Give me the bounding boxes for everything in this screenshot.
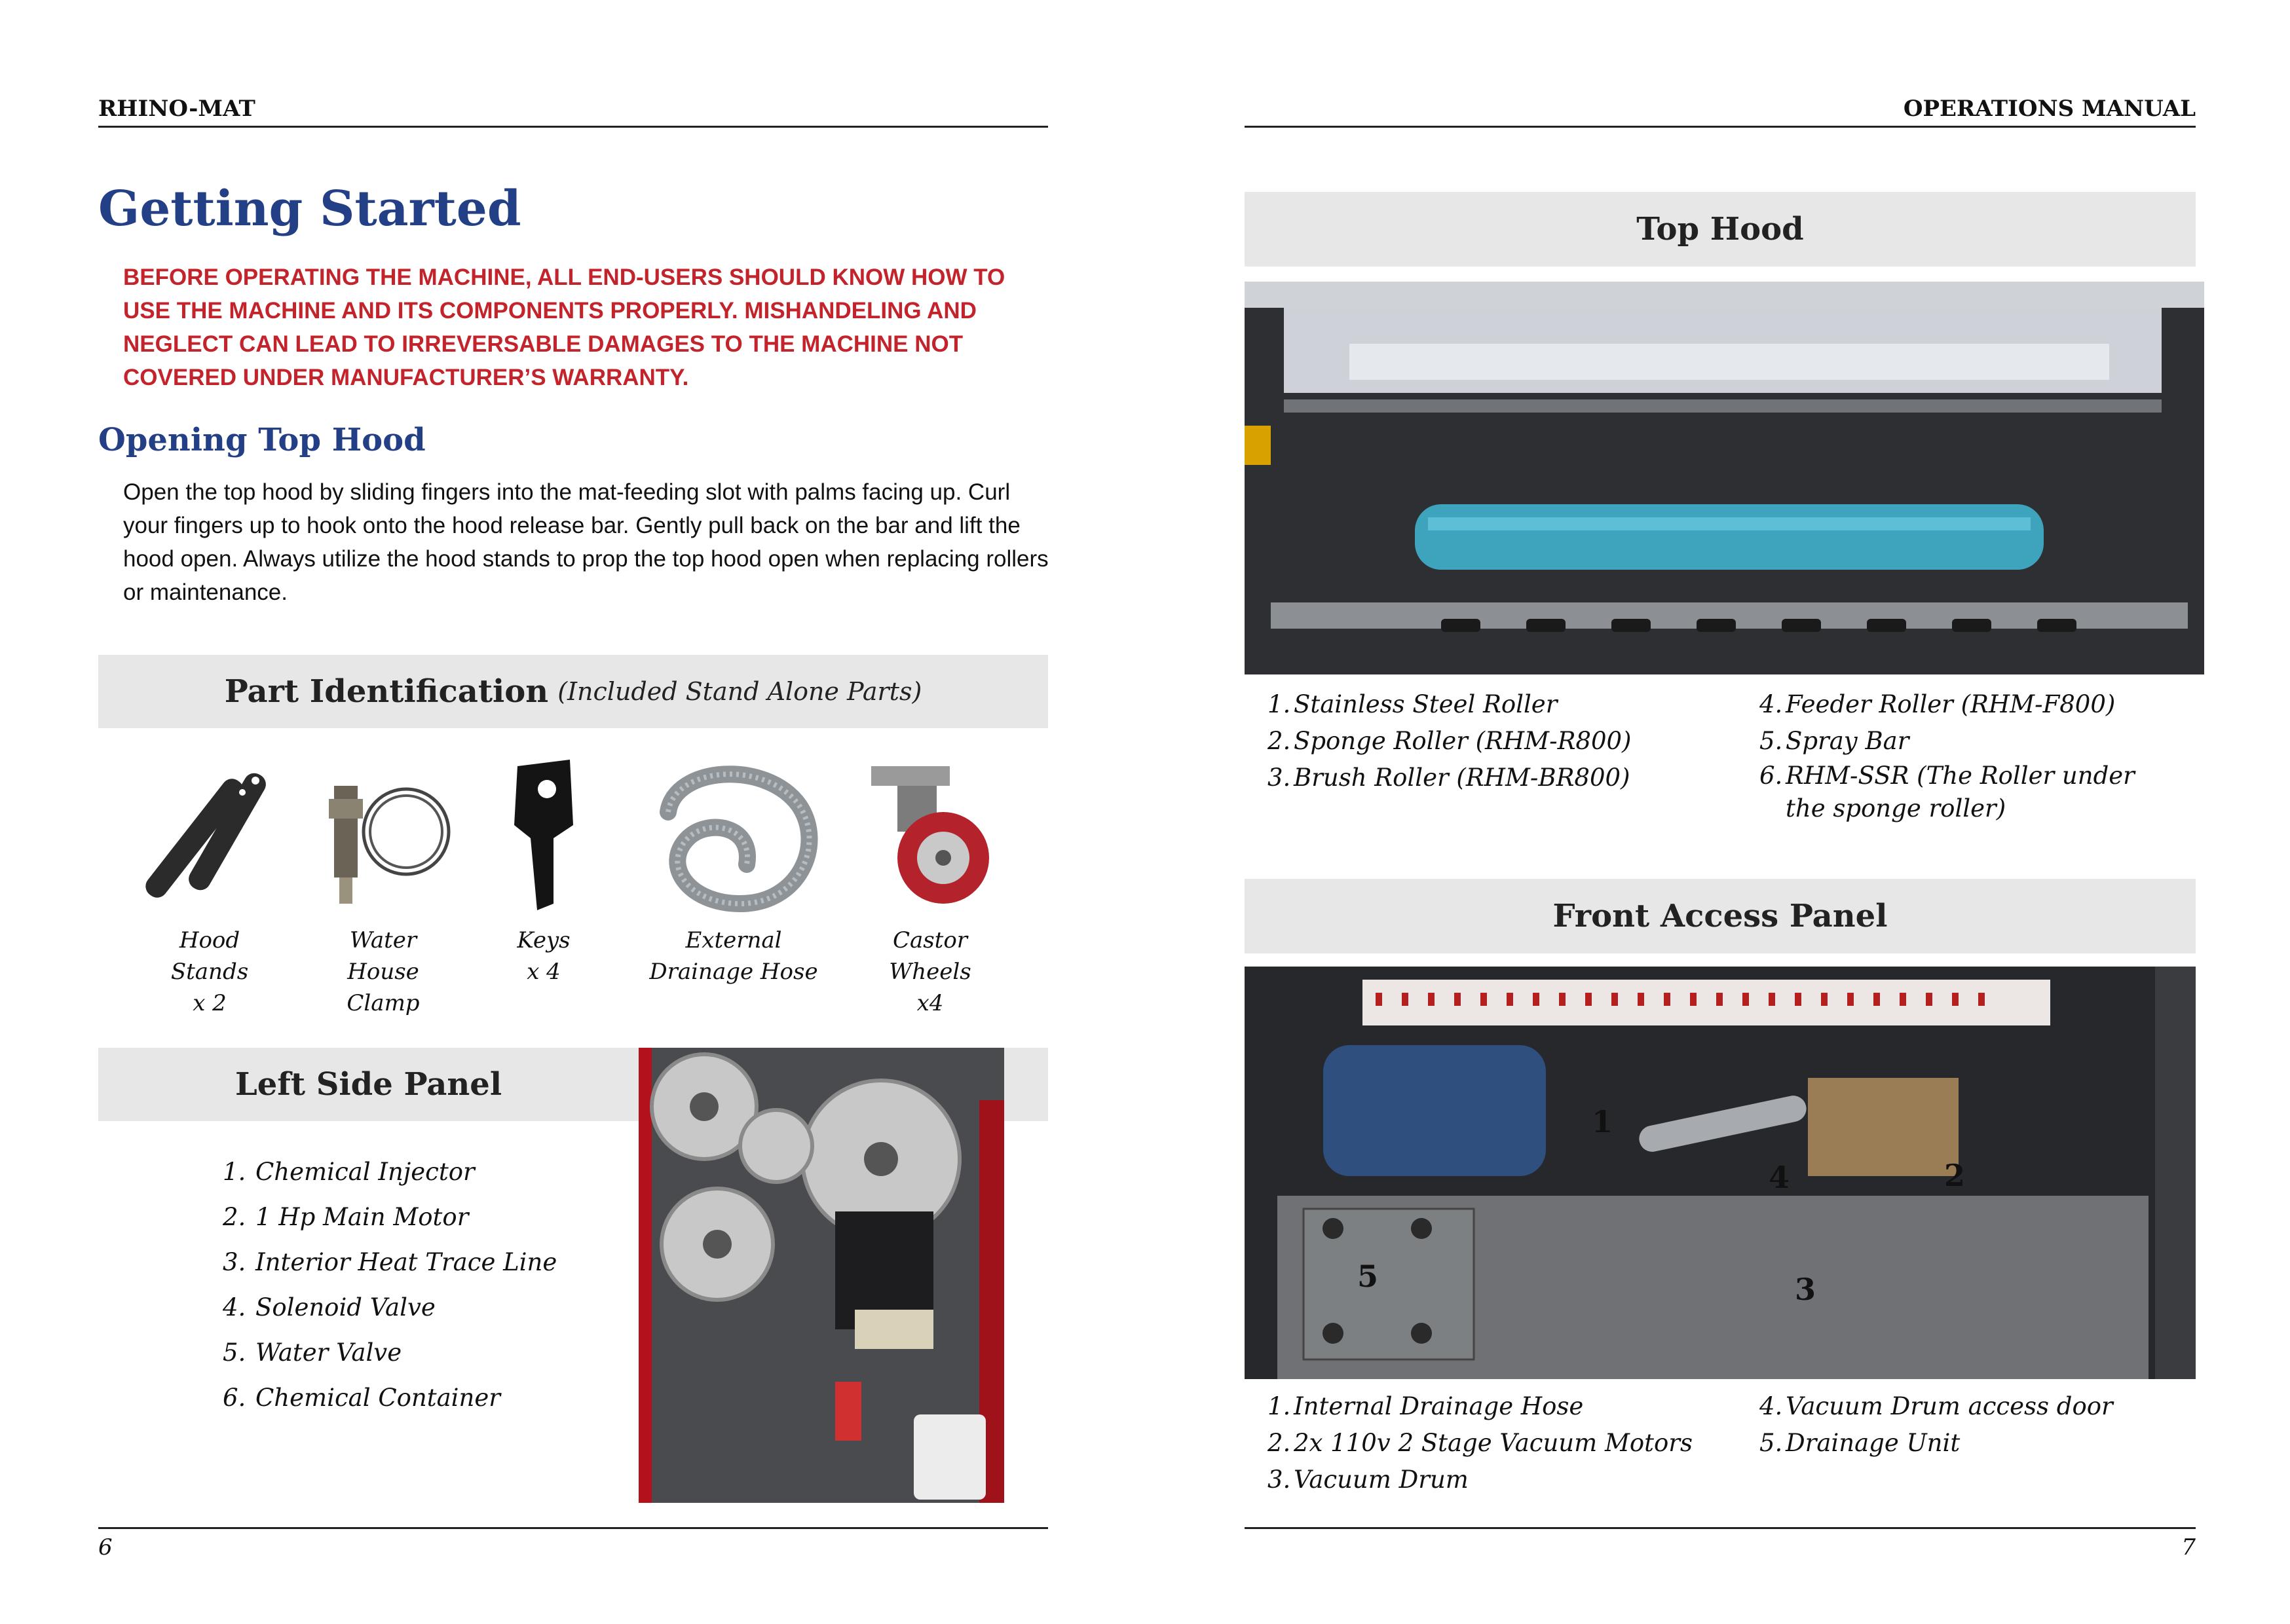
footer-rule-right bbox=[1245, 1527, 2196, 1529]
list-item: 3. Vacuum Drum bbox=[1267, 1466, 1469, 1494]
list-item: 4. Vacuum Drum access door bbox=[1759, 1392, 2113, 1420]
header-rule-right bbox=[1245, 126, 2196, 128]
part-name: External bbox=[685, 927, 782, 953]
list-item: 5. Drainage Unit bbox=[1759, 1429, 1961, 1457]
front-access-panel-band bbox=[1245, 879, 2196, 953]
key-icon bbox=[491, 753, 596, 917]
part-name: Keys bbox=[517, 927, 571, 953]
part-hood-stands bbox=[144, 753, 275, 1019]
callout-4: 4 bbox=[1769, 1160, 1790, 1195]
part-name: Water House bbox=[347, 927, 419, 985]
list-item: 2. Sponge Roller (RHM-R800) bbox=[1267, 727, 1632, 755]
list-item: 6. RHM-SSR (The Roller under the sponge roller) bbox=[1759, 762, 2135, 822]
top-hood-band bbox=[1245, 192, 2196, 267]
left-side-panel-list bbox=[223, 1149, 557, 1420]
left-side-panel-band bbox=[98, 1048, 639, 1121]
part-qty: Drainage Hose bbox=[649, 959, 818, 985]
part-name: Hood Stands bbox=[170, 927, 249, 985]
top-hood-list-col1 bbox=[1267, 686, 1726, 796]
warning-notice: BEFORE OPERATING THE MACHINE, ALL END-USERS SHOULD KNOW HOW TO USE THE MACHINE AND ITS COMPONENTS PROPERLY. MISHANDELING AND NEGLECT CAN LEAD TO IRREVERSABLE DAMAGES TO THE MACHINE NOT COVERED UNDER MANUFACTURER’S WARRANTY. bbox=[123, 265, 1005, 390]
parts-row bbox=[98, 753, 1048, 1015]
list-item: 2. 2x 110v 2 Stage Vacuum Motors bbox=[1267, 1429, 1693, 1457]
opening-top-hood-text: Open the top hood by sliding fingers into the mat-feeding slot with palms facing up. Curl your fingers up to hook onto the hood release bar. Gently pull back on the bar and lift the hood open. Always utilize the hood stands to prop the top hood open when replacing rollers or maintenance. bbox=[123, 479, 1049, 605]
part-qty: x 4 bbox=[527, 959, 561, 985]
part-identification-band bbox=[98, 655, 1048, 728]
part-castor-wheels bbox=[852, 753, 1009, 1019]
list-item: 1. Chemical Injector bbox=[223, 1158, 475, 1186]
part-name: Castor Wheels bbox=[889, 927, 971, 985]
header-rule-left bbox=[98, 126, 1048, 128]
front-access-panel-title: Front Access Panel bbox=[1552, 898, 1888, 934]
water-clamp-icon bbox=[314, 753, 459, 917]
top-hood-photo bbox=[1245, 282, 2204, 674]
list-item: 3. Interior Heat Trace Line bbox=[223, 1248, 557, 1276]
hood-stands-icon bbox=[144, 753, 288, 917]
callout-2: 2 bbox=[1944, 1158, 1966, 1193]
hose-icon bbox=[648, 753, 825, 917]
list-item: 3. Brush Roller (RHM-BR800) bbox=[1267, 764, 1630, 792]
page-number-left: 6 bbox=[98, 1534, 113, 1560]
castor-wheel-icon bbox=[852, 753, 1009, 917]
callout-5: 5 bbox=[1357, 1259, 1379, 1294]
left-side-panel-title: Left Side Panel bbox=[235, 1066, 502, 1103]
page-number-right: 7 bbox=[2181, 1534, 2196, 1560]
list-item: 4. Feeder Roller (RHM-F800) bbox=[1759, 690, 2116, 718]
front-access-panel-photo bbox=[1245, 967, 2196, 1379]
list-item: 5. Spray Bar bbox=[1759, 727, 1909, 755]
front-panel-list-col1 bbox=[1267, 1388, 1752, 1498]
list-item: 6. Chemical Container bbox=[223, 1384, 500, 1412]
list-item: 1. Internal Drainage Hose bbox=[1267, 1392, 1584, 1420]
top-hood-title: Top Hood bbox=[1636, 211, 1804, 248]
list-item: 5. Water Valve bbox=[223, 1338, 402, 1367]
front-panel-list-col2 bbox=[1759, 1388, 2179, 1462]
footer-rule-left bbox=[98, 1527, 1048, 1529]
page-title: Getting Started bbox=[98, 181, 521, 237]
part-drainage-hose bbox=[648, 753, 819, 987]
part-qty: x4 bbox=[916, 990, 944, 1016]
top-hood-list-col2 bbox=[1759, 686, 2179, 825]
list-item: 1. Stainless Steel Roller bbox=[1267, 690, 1558, 718]
part-water-clamp bbox=[314, 753, 452, 1019]
part-identification-title: Part Identification bbox=[224, 673, 549, 710]
opening-top-hood-heading: Opening Top Hood bbox=[98, 422, 426, 458]
running-header-right: OPERATIONS MANUAL bbox=[1903, 96, 2196, 122]
callout-1: 1 bbox=[1592, 1104, 1613, 1139]
part-identification-subtitle: (Included Stand Alone Parts) bbox=[557, 677, 922, 706]
running-header-left: RHINO-MAT bbox=[98, 96, 255, 122]
left-side-panel-photo bbox=[639, 1048, 1004, 1503]
list-item: 2. 1 Hp Main Motor bbox=[223, 1203, 469, 1231]
part-qty: Clamp bbox=[347, 990, 420, 1016]
callout-3: 3 bbox=[1795, 1272, 1816, 1307]
list-item: 4. Solenoid Valve bbox=[223, 1293, 436, 1321]
part-qty: x 2 bbox=[193, 990, 227, 1016]
part-keys bbox=[491, 753, 596, 987]
